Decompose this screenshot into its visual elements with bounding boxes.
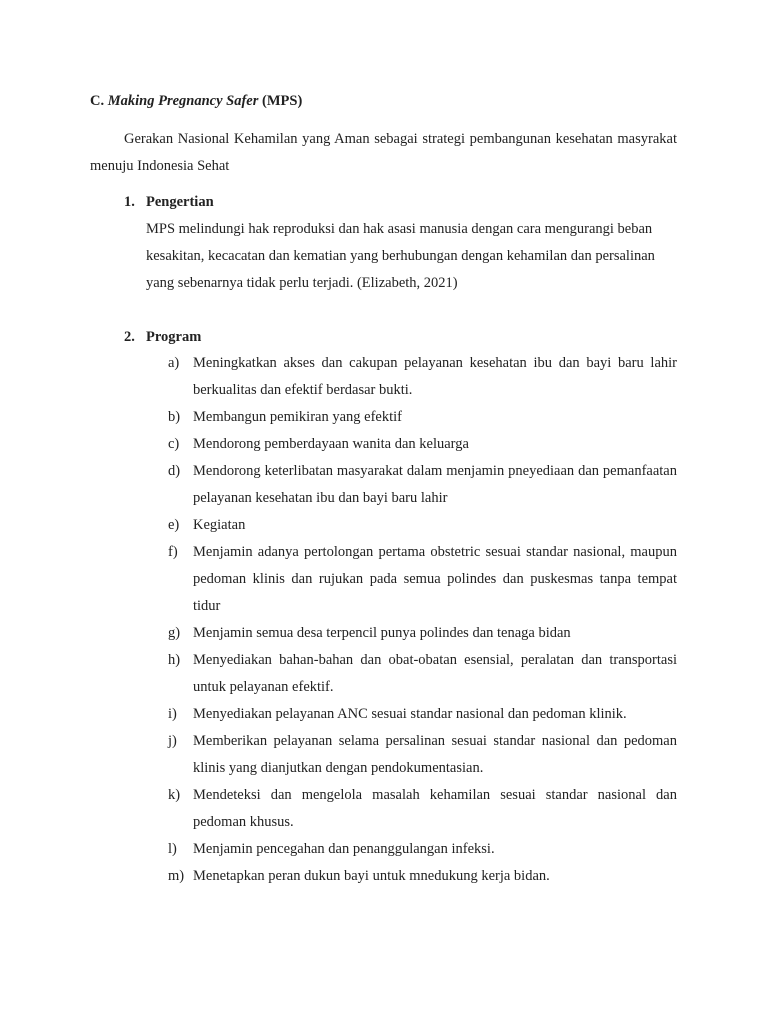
- list-item-marker: h): [168, 652, 181, 668]
- section-number: 2.: [124, 329, 135, 345]
- program-list-item: [168, 404, 677, 431]
- list-item-marker: c): [168, 436, 180, 452]
- list-item-marker: l): [168, 841, 177, 857]
- program-list-item: [168, 620, 677, 647]
- definition-paragraph: MPS melindungi hak reproduksi dan hak asasi manusia dengan cara mengurangi beban kesakitan, kecacatan dan kematian yang berhubungan dengan kehamilan dan persalinan yang sebenarnya tidak perlu terjadi. (Elizabeth, 2021): [146, 221, 655, 291]
- program-list-item: [168, 863, 677, 890]
- section-number: 1.: [124, 194, 135, 210]
- list-item-marker: m): [168, 868, 185, 884]
- list-item-marker: b): [168, 409, 181, 425]
- section-title-text: Pengertian: [146, 194, 214, 210]
- list-item-text: Menyediakan pelayanan ANC sesuai standar nasional dan pedoman klinik.: [193, 706, 627, 722]
- list-item-marker: e): [168, 517, 180, 533]
- program-list-item: [168, 512, 677, 539]
- program-list-item: [168, 458, 677, 512]
- section-heading: [90, 93, 302, 110]
- heading-suffix: (MPS): [262, 93, 303, 109]
- heading-italic-title: Making Pregnancy Safer: [107, 93, 259, 109]
- heading-prefix: C.: [90, 93, 105, 109]
- program-list: [168, 350, 677, 890]
- list-item-text: Menjamin adanya pertolongan pertama obstetric sesuai standar nasional, maupun pedoman klinis dan rujukan pada semua polindes dan puskesmas tanpa tempat tidur: [193, 544, 677, 614]
- program-list-item: [168, 539, 677, 620]
- intro-paragraph: Gerakan Nasional Kehamilan yang Aman sebagai strategi pembangunan kesehatan masyrakat menuju Indonesia Sehat: [90, 131, 677, 174]
- list-item-marker: f): [168, 544, 178, 560]
- list-item-marker: k): [168, 787, 181, 803]
- list-item-text: Menyediakan bahan-bahan dan obat-obatan esensial, peralatan dan transportasi untuk pelayanan efektif.: [193, 652, 677, 695]
- list-item-text: Membangun pemikiran yang efektif: [193, 409, 402, 425]
- program-list-item: [168, 836, 677, 863]
- list-item-marker: d): [168, 463, 181, 479]
- program-list-item: [168, 782, 677, 836]
- list-item-text: Menjamin semua desa terpencil punya polindes dan tenaga bidan: [193, 625, 571, 641]
- program-list-item: [168, 701, 677, 728]
- section-title-program: [124, 329, 201, 346]
- list-item-text: Mendorong pemberdayaan wanita dan keluarga: [193, 436, 469, 452]
- list-item-text: Menjamin pencegahan dan penanggulangan infeksi.: [193, 841, 495, 857]
- list-item-marker: g): [168, 625, 181, 641]
- section-title-pengertian: [124, 194, 214, 211]
- list-item-text: Kegiatan: [193, 517, 246, 533]
- list-item-marker: j): [168, 733, 177, 749]
- list-item-text: Meningkatkan akses dan cakupan pelayanan kesehatan ibu dan bayi baru lahir berkualitas dan efektif berdasar bukti.: [193, 355, 677, 398]
- list-item-text: Mendeteksi dan mengelola masalah kehamilan sesuai standar nasional dan pedoman khusus.: [193, 787, 677, 830]
- list-item-text: Memberikan pelayanan selama persalinan sesuai standar nasional dan pedoman klinis yang dianjutkan dengan pendokumentasian.: [193, 733, 677, 776]
- section-title-text: Program: [146, 329, 202, 345]
- program-list-item: [168, 431, 677, 458]
- program-list-item: [168, 728, 677, 782]
- list-item-text: Menetapkan peran dukun bayi untuk mnedukung kerja bidan.: [193, 868, 550, 884]
- list-item-text: Mendorong keterlibatan masyarakat dalam menjamin pneyediaan dan pemanfaatan pelayanan kesehatan ibu dan bayi baru lahir: [193, 463, 677, 506]
- program-list-item: [168, 647, 677, 701]
- program-list-item: [168, 350, 677, 404]
- list-item-marker: a): [168, 355, 180, 371]
- list-item-marker: i): [168, 706, 177, 722]
